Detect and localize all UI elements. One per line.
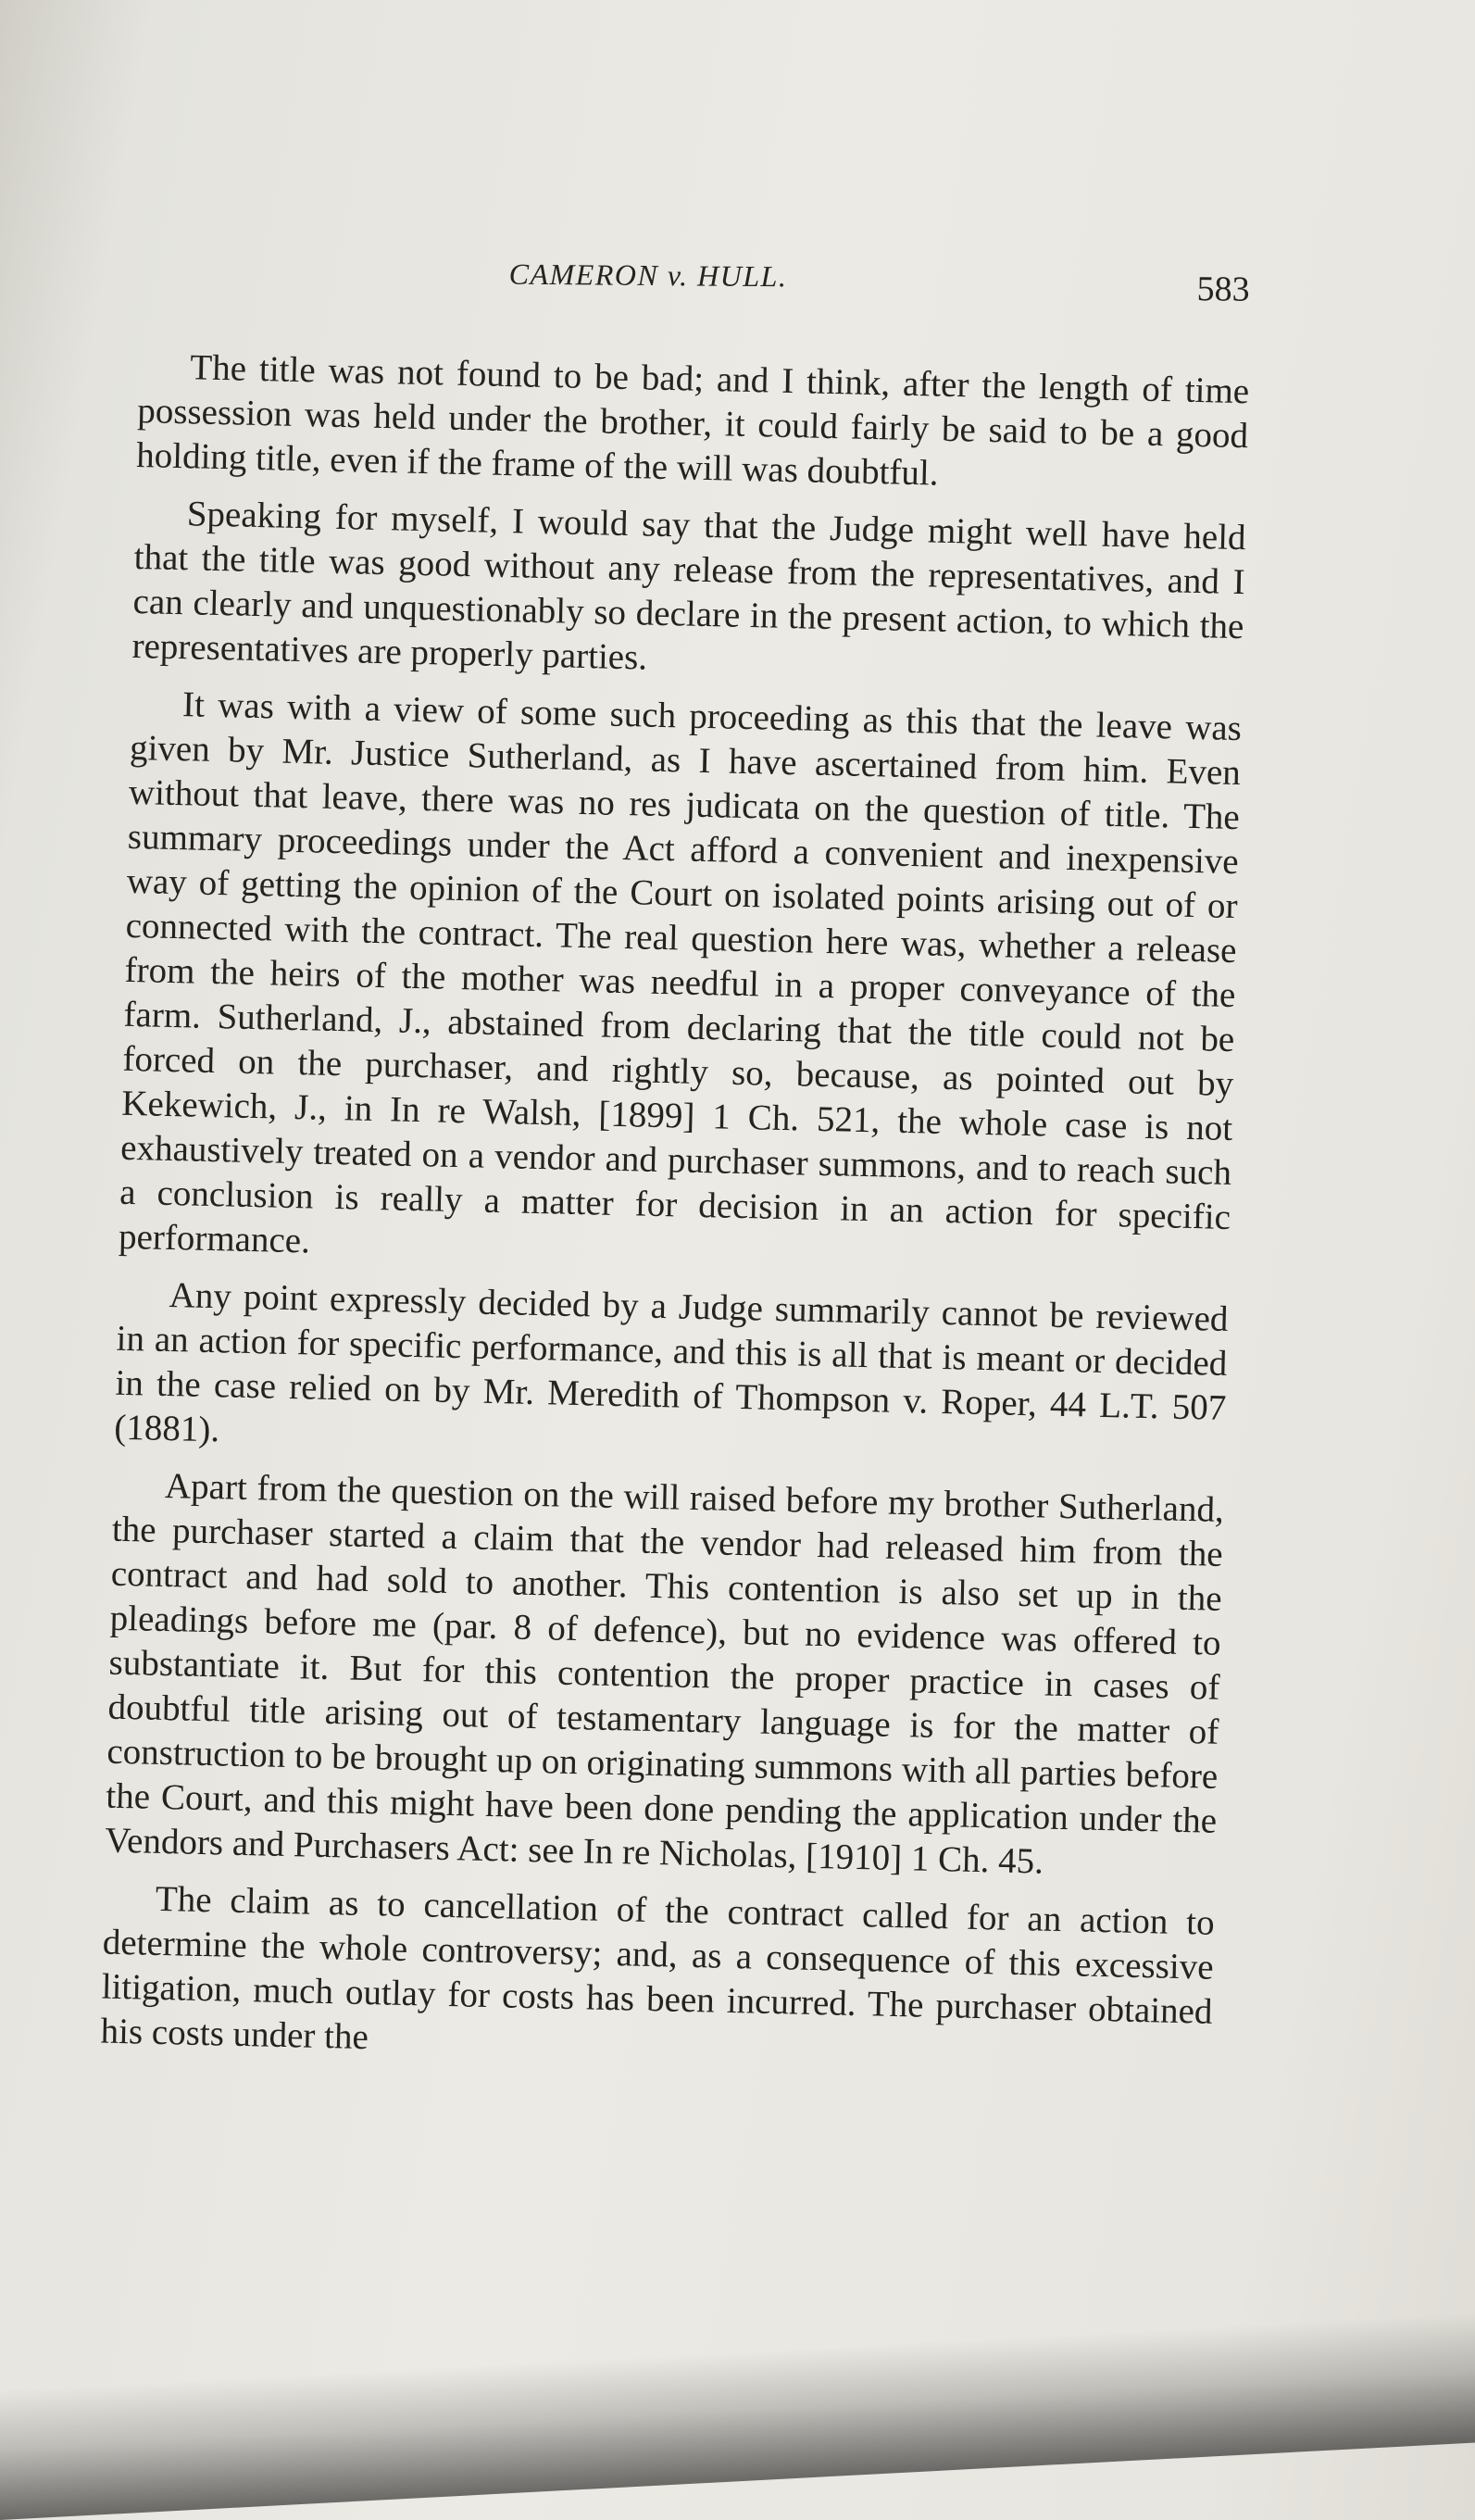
paragraph: Apart from the question on the will raised before my brother Sutherland, the purchaser started a claim that the vendor had released him from the contract and had sold to another. This contention is also set up in the pleadings before me (par. 8 of defence), but no evidence was offered to substantiate it. But for this contention the proper practice in cases of doubtful title arising out of testamentary language is for the matter of construction to be brought up on originating summons with all parties before the Court, and this might have been done pending the application under the Vendors and Purchasers Act: see In re Nicholas, [1910] 1 Ch. 45. bbox=[104, 1465, 1225, 1882]
page-number: 583 bbox=[1196, 270, 1250, 309]
paragraph: Any point expressly decided by a Judge summarily cannot be reviewed in an action for specific performance, and this is all that is meant or decided in the case relied on by Mr. Meredith of Thompson v. Roper, 44 L.T. 507 (1881). bbox=[113, 1275, 1229, 1450]
running-head: CAMERON v. HULL. bbox=[508, 257, 788, 294]
paragraph: The claim as to cancellation of the contract called for an action to determine the whole controversy; and, as a consequence of this excessive litigation, much outlay for costs has been incurred. The purchaser obtained his costs under the bbox=[100, 1878, 1216, 2058]
paragraph: The title was not found to be bad; and I think, after the length of time possession was held under the brother, it could fairly be said to be a good holding title, even if the frame of the will was doubtful. bbox=[135, 347, 1250, 494]
paragraph: It was with a view of some such proceeding as this that the leave was given by Mr. Justice Sutherland, as I have ascertained from him. Even without that leave, there was no res judicata on the question of title. The summary proceedings under the Act afford a convenient and inexpensive way of getting the opinion of the Court on isolated points arising out of or connected with the contract. The real question here was, whether a release from the heirs of the mother was needful in a proper conveyance of the farm. Sutherland, J., abstained from declaring that the title could not be forced on the purchaser, and rightly so, because, as pointed out by Kekewich, J., in In re Walsh, [1899] 1 Ch. 521, the whole case is not exhaustively treated on a vendor and purchaser summons, and to reach such a conclusion is really a matter for decision in an action for specific performance. bbox=[118, 684, 1243, 1261]
page-edge-shadow bbox=[0, 2313, 1475, 2520]
paragraph: Speaking for myself, I would say that the Judge might well have held that the title was good without any release from the representatives, and I can clearly and unquestionably so declare in the present action, to which the representatives are properly parties. bbox=[131, 494, 1247, 678]
body-text bbox=[100, 345, 1250, 2092]
page-header bbox=[119, 243, 1249, 308]
